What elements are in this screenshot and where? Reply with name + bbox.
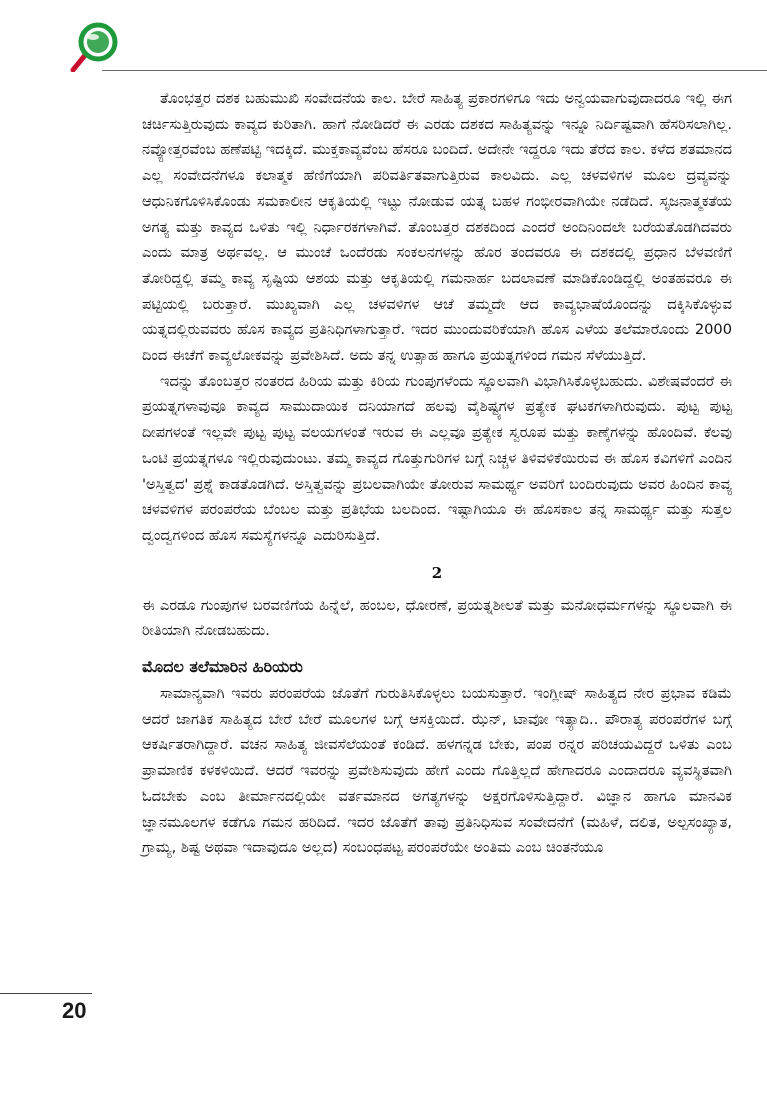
body-paragraph: ಸಾಮಾನ್ಯವಾಗಿ ಇವರು ಪರಂಪರೆಯ ಜೊತೆಗೆ ಗುರುತಿಸಿಕೊಳ್ಳಲು ಬಯಸುತ್ತಾರೆ. ಇಂಗ್ಲೀಷ್ ಸಾಹಿತ್ಯದ ನೇರ ಪ್ರಭಾವ ಕಡಿಮೆ ಆದರೆ ಜಾಗತಿಕ ಸಾಹಿತ್ಯದ ಬೇರೆ ಬೇರೆ ಮೂಲಗಳ ಬಗ್ಗೆ ಆಸಕ್ತಿಯಿದೆ. ಝೆನ್, ಟಾವೋ ಇತ್ಯಾದಿ.. ಪೌರಾತ್ಯ ಪರಂಪರೆಗಳ ಬಗ್ಗೆ ಆಕರ್ಷಿತರಾಗಿದ್ದಾರೆ. ವಚನ ಸಾಹಿತ್ಯ ಜೀವಸೆಲೆಯಂತೆ ಕಂಡಿದೆ. ಹಳಗನ್ನಡ ಬೇಕು, ಪಂಪ ರನ್ನರ ಪರಿಚಯವಿದ್ದರೆ ಒಳಿತು ಎಂಬ ಪ್ರಾಮಾಣಿಕ ಕಳಕಳಿಯಿದೆ. ಆದರೆ ಇವರನ್ನು ಪ್ರವೇಶಿಸುವುದು ಹೇಗೆ ಎಂದು ಗೊತ್ತಿಲ್ಲದೆ ಹೇಗಾದರೂ ಎಂದಾದರೂ ವ್ಯವಸ್ಥಿತವಾಗಿ ಓದಬೇಕು ಎಂಬ ತೀರ್ಮಾನದಲ್ಲಿಯೇ ವರ್ತಮಾನದ ಅಗತ್ಯಗಳನ್ನು ಅಕ್ಷರಗೊಳಿಸುತ್ತಿದ್ದಾರೆ. ವಿಜ್ಞಾನ ಹಾಗೂ ಮಾನವಿಕ ಜ್ಞಾನಮೂಲಗಳ ಕಡೆಗೂ ಗಮನ ಹರಿದಿದೆ. ಇದರ ಜೊತೆಗೆ ತಾವು ಪ್ರತಿನಿಧಿಸುವ ಸಂವೇದನೆಗೆ (ಮಹಿಳೆ, ದಲಿತ, ಅಲ್ಪಸಂಖ್ಯಾತ, ಗ್ರಾಮ್ಯ, ಶಿಷ್ಟ ಅಥವಾ ಇದಾವುದೂ ಅಲ್ಲದ) ಸಂಬಂಧಪಟ್ಟ ಪರಂಪರೆಯೇ ಅಂತಿಮ ಎಂಬ ಚಿಂತನೆಯೂ xyxy=(142,685,732,857)
header-rule xyxy=(102,70,767,71)
body-paragraph: ತೊಂಭತ್ತರ ದಶಕ ಬಹುಮುಖಿ ಸಂವೇದನೆಯ ಕಾಲ. ಬೇರೆ ಸಾಹಿತ್ಯ ಪ್ರಕಾರಗಳಿಗೂ ಇದು ಅನ್ವಯವಾಗುವುದಾದರೂ ಇಲ್ಲಿ ಈಗ ಚರ್ಚಿಸುತ್ತಿರುವುದು ಕಾವ್ಯದ ಕುರಿತಾಗಿ. ಹಾಗೆ ನೋಡಿದರೆ ಈ ಎರಡು ದಶಕದ ಸಾಹಿತ್ಯವನ್ನು ಇನ್ನೂ ನಿರ್ದಿಷ್ಟವಾಗಿ ಹೆಸರಿಸಲಾಗಿಲ್ಲ. ನವ್ಯೋತ್ತರವೆಂಬ ಹಣೆಪಟ್ಟಿ ಇದಕ್ಕಿದೆ. ಮುಕ್ತಕಾವ್ಯವೆಂಬ ಹೆಸರೂ ಬಂದಿದೆ. ಅದೇನೇ ಇದ್ದರೂ ಇದು ತೆರೆದ ಕಾಲ. ಕಳೆದ ಶತಮಾನದ ಎಲ್ಲ ಸಂವೇದನೆಗಳೂ ಕಲಾತ್ಮಕ ಹೆಣಿಗೆಯಾಗಿ ಪರಿವರ್ತಿತವಾಗುತ್ತಿರುವ ಕಾಲವಿದು. ಎಲ್ಲ ಚಳವಳಿಗಳ ಮೂಲ ದ್ರವ್ಯವನ್ನು ಆಧುನಿಕಗೊಳಿಸಿಕೊಂಡು ಸಮಕಾಲೀನ ಆಕೃತಿಯಲ್ಲಿ ಇಟ್ಟು ನೋಡುವ ಯತ್ನ ಬಹಳ ಗಂಭೀರವಾಗಿಯೇ ನಡೆದಿದೆ. ಸೃಜನಾತ್ಮಕತೆಯ ಅಗತ್ಯ ಮತ್ತು ಕಾವ್ಯದ ಒಳಿತು ಇಲ್ಲಿ ನಿರ್ಧಾರಕಗಳಾಗಿವೆ. ತೊಂಬತ್ತರ ದಶಕದಿಂದ ಎಂದರೆ ಅಂದಿನಿಂದಲೇ ಬರೆಯತೊಡಗಿದವರು ಎಂದು ಮಾತ್ರ ಅರ್ಥವಲ್ಲ. ಆ ಮುಂಚೆ ಒಂದೆರಡು ಸಂಕಲನಗಳನ್ನು ಹೊರ ತಂದವರೂ ಈ ದಶಕದಲ್ಲಿ ಪ್ರಧಾನ ಬೆಳವಣಿಗೆ ತೋರಿದ್ದಲ್ಲಿ ತಮ್ಮ ಕಾವ್ಯ ಸೃಷ್ಟಿಯ ಆಶಯ ಮತ್ತು ಆಕೃತಿಯಲ್ಲಿ ಗಮನಾರ್ಹ ಬದಲಾವಣೆ ಮಾಡಿಕೊಂಡಿದ್ದಲ್ಲಿ ಅಂತಹವರೂ ಈ ಪಟ್ಟಿಯಲ್ಲಿ ಬರುತ್ತಾರೆ. ಮುಖ್ಯವಾಗಿ ಎಲ್ಲ ಚಳವಳಿಗಳ ಆಚೆ ತಮ್ಮದೇ ಆದ ಕಾವ್ಯಭಾಷೆಯೊಂದನ್ನು ದಕ್ಕಿಸಿಕೊಳ್ಳುವ ಯತ್ನದಲ್ಲಿರುವವರು ಹೊಸ ಕಾವ್ಯದ ಪ್ರತಿನಿಧಿಗಳಾಗುತ್ತಾರೆ. ಇದರ ಮುಂದುವರಿಕೆಯಾಗಿ ಹೊಸ ಎಳೆಯ ತಲೆಮಾರೊಂದು 2000 ದಿಂದ ಈಚೆಗೆ ಕಾವ್ಯಲೋಕವನ್ನು ಪ್ರವೇಶಿಸಿದೆ. ಅದು ತನ್ನ ಉತ್ಸಾಹ ಹಾಗೂ ಪ್ರಯತ್ನಗಳಿಂದ ಗಮನ ಸೆಳೆಯುತ್ತಿದೆ. xyxy=(142,90,732,365)
body-paragraph: ಇದನ್ನು ತೊಂಬತ್ತರ ನಂತರದ ಹಿರಿಯ ಮತ್ತು ಕಿರಿಯ ಗುಂಪುಗಳೆಂದು ಸ್ಥೂಲವಾಗಿ ವಿಭಾಗಿಸಿಕೊಳ್ಳಬಹುದು. ವಿಶೇಷವೆಂದರೆ ಈ ಪ್ರಯತ್ನಗಳಾವುವೂ ಕಾವ್ಯದ ಸಾಮುದಾಯಿಕ ದನಿಯಾಗದೆ ಹಲವು ವೈಶಿಷ್ಟ್ಯಗಳ ಪ್ರತ್ಯೇಕ ಘಟಕಗಳಾಗಿರುವುದು. ಪುಟ್ಟ ಪುಟ್ಟ ದೀಪಗಳಂತೆ ಇಲ್ಲವೇ ಪುಟ್ಟ ಪುಟ್ಟ ವಲಯಗಳಂತೆ ಇರುವ ಈ ಎಲ್ಲವೂ ಪ್ರತ್ಯೇಕ ಸ್ವರೂಪ ಮತ್ತು ಕಾಣ್ಕೆಗಳನ್ನು ಹೊಂದಿವೆ. ಕೆಲವು ಒಂಟಿ ಪ್ರಯತ್ನಗಳೂ ಇಲ್ಲಿರುವುದುಂಟು. ತಮ್ಮ ಕಾವ್ಯದ ಗೊತ್ತುಗುರಿಗಳ ಬಗ್ಗೆ ನಿಚ್ಚಳ ತಿಳಿವಳಿಕೆಯಿರುವ ಈ ಹೊಸ ಕವಿಗಳಿಗೆ ಎಂದಿನ 'ಅಸ್ತಿತ್ವದ' ಪ್ರಶ್ನೆ ಕಾಡತೊಡಗಿದೆ. ಅಸ್ತಿತ್ವವನ್ನು ಪ್ರಬಲವಾಗಿಯೇ ತೋರುವ ಸಾಮರ್ಥ್ಯ ಅವರಿಗೆ ಬಂದಿರುವುದು ಅವರ ಹಿಂದಿನ ಕಾವ್ಯ ಚಳವಳಿಗಳ ಪರಂಪರೆಯ ಬೆಂಬಲ ಮತ್ತು ಪ್ರತಿಭೆಯ ಬಲದಿಂದ. ಇಷ್ಟಾಗಿಯೂ ಈ ಹೊಸಕಾಲ ತನ್ನ ಸಾಮರ್ಥ್ಯ ಮತ್ತು ಸುತ್ತಲ ದ್ವಂದ್ವಗಳಿಂದ ಹೊಸ ಸಮಸ್ಯೆಗಳನ್ನೂ ಎದುರಿಸುತ್ತಿದೆ. xyxy=(142,372,732,544)
footer-rule xyxy=(0,993,92,994)
magnifier-logo-icon xyxy=(68,22,118,72)
section-heading: ಮೊದಲ ತಲೆಮಾರಿನ ಹಿರಿಯರು xyxy=(142,657,303,677)
article-body xyxy=(142,86,732,861)
body-paragraph: ಈ ಎರಡೂ ಗುಂಪುಗಳ ಬರವಣಿಗೆಯ ಹಿನ್ನೆಲೆ, ಹಂಬಲ, ಧೋರಣೆ, ಪ್ರಯತ್ನಶೀಲತೆ ಮತ್ತು ಮನೋಧರ್ಮಗಳನ್ನು ಸ್ಥೂಲವಾಗಿ ಈ ರೀತಿಯಾಗಿ ನೋಡಬಹುದು. xyxy=(142,596,732,640)
section-number: 2 xyxy=(431,563,443,582)
page-number: 20 xyxy=(62,998,87,1023)
